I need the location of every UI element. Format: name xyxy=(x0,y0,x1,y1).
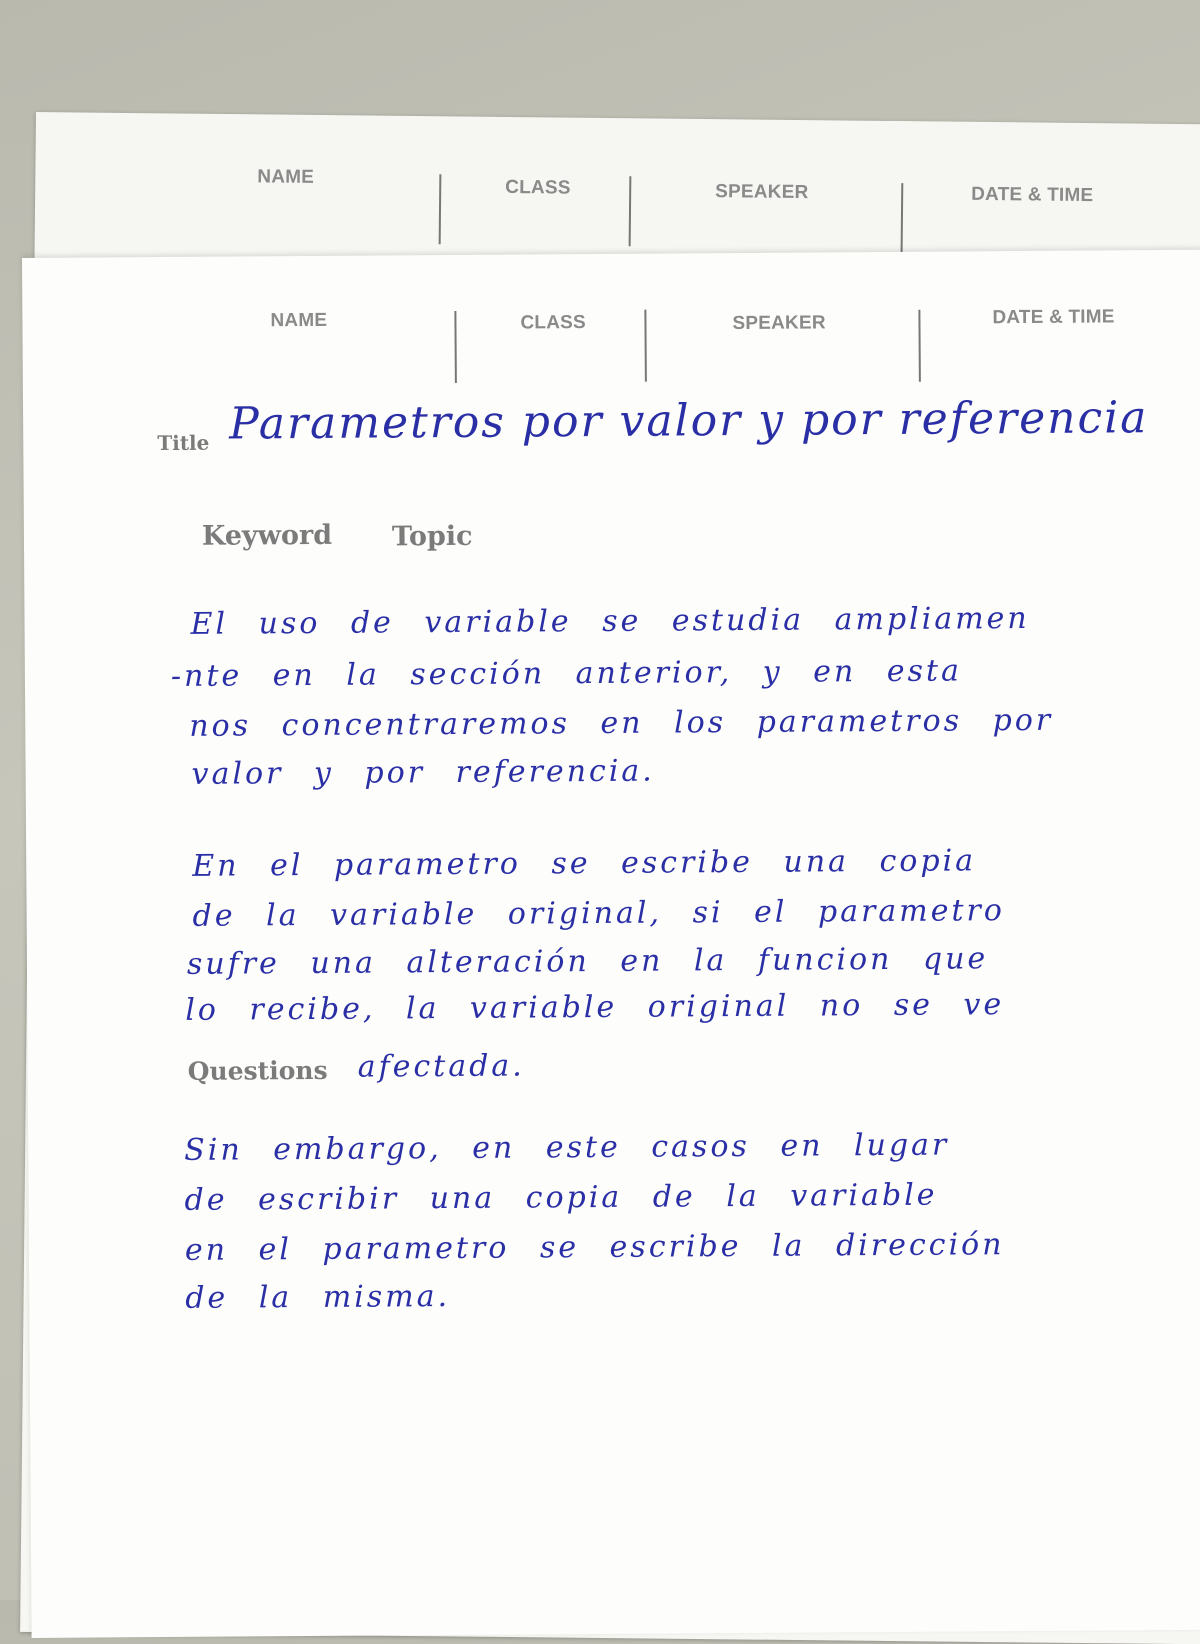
front-sheet xyxy=(22,250,1200,1638)
keyword-label: Keyword xyxy=(201,519,333,552)
header-speaker: SPEAKER xyxy=(732,312,826,335)
questions-label: Questions xyxy=(187,1055,328,1086)
back-header-divider xyxy=(629,176,632,246)
note-line: En el parametro se escribe una copia xyxy=(192,843,977,884)
note-line: lo recibe, la variable original no se ve xyxy=(185,987,1005,1028)
note-line: -nte en la sección anterior, y en esta xyxy=(170,653,963,694)
back-header-divider xyxy=(439,174,442,244)
header-divider xyxy=(454,311,457,383)
header-class: CLASS xyxy=(520,312,586,334)
header-divider xyxy=(918,310,921,382)
note-line: Sin embargo, en este casos en lugar xyxy=(184,1127,950,1168)
back-header-name: NAME xyxy=(257,166,315,188)
note-line: sufre una alteración en la funcion que xyxy=(186,941,989,982)
note-line: El uso de variable se estudia ampliamen xyxy=(190,600,1030,642)
note-line: de la misma. xyxy=(185,1279,451,1316)
note-line: en el parametro se escribe la dirección xyxy=(184,1227,1005,1268)
note-line: afectada. xyxy=(357,1048,525,1085)
title-handwriting: Parametros por valor y por referencia xyxy=(228,392,1149,450)
back-header-date-time: DATE & TIME xyxy=(971,183,1094,207)
header-divider xyxy=(644,310,647,382)
note-line: de escribir una copia de la variable xyxy=(184,1177,938,1218)
note-line: nos concentraremos en los parametros por xyxy=(189,702,1054,744)
back-header-divider xyxy=(901,183,904,253)
note-line: de la variable original, si el parametro xyxy=(192,893,1006,934)
topic-label: Topic xyxy=(391,520,473,553)
header-name: NAME xyxy=(270,309,328,332)
back-header-speaker: SPEAKER xyxy=(715,181,809,204)
note-line: valor y por referencia. xyxy=(191,753,655,792)
title-label: Title xyxy=(157,430,210,456)
back-header-class: CLASS xyxy=(505,176,571,199)
header-date-time: DATE & TIME xyxy=(992,306,1115,329)
